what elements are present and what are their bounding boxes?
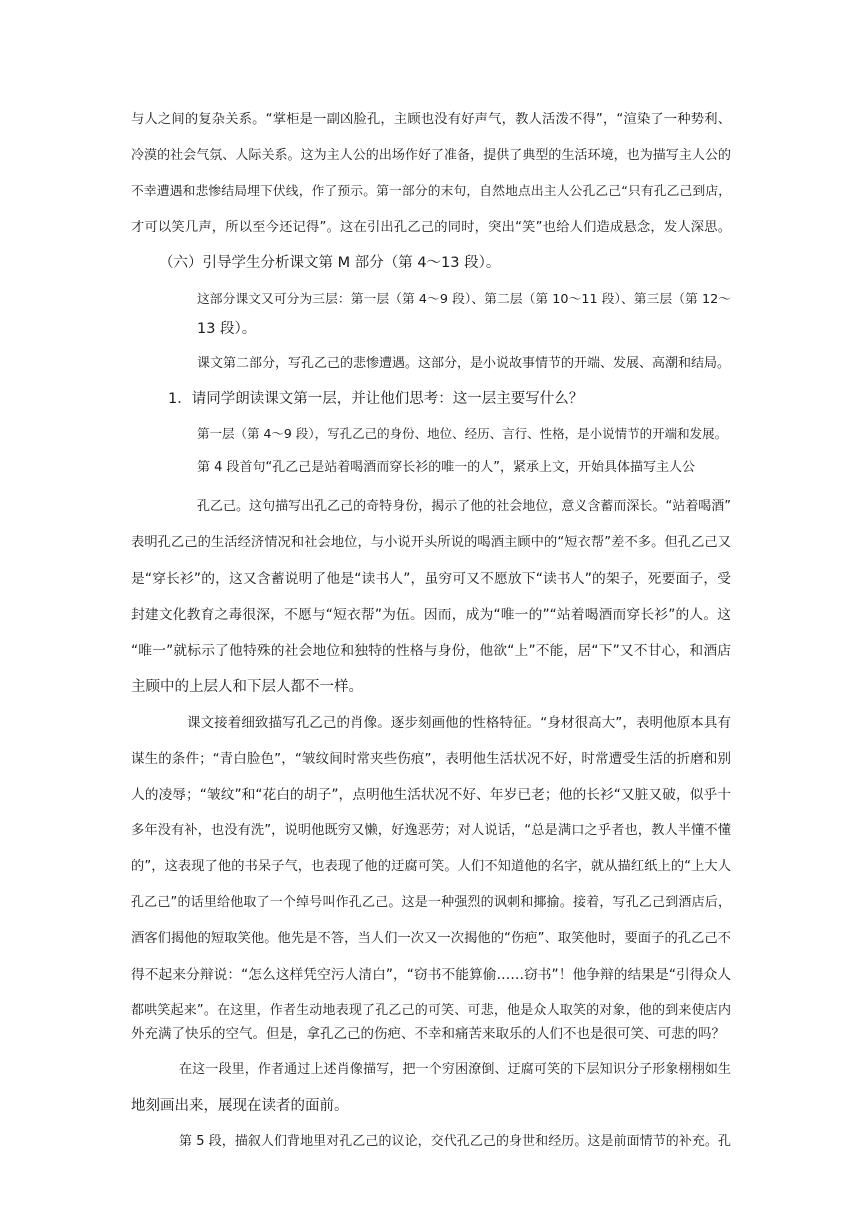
text-line: 是“穿长衫”的，这又含蓄说明了他是“读书人”，虽穷可又不愿放下“读书人”的架子，死要面子，受	[131, 571, 731, 587]
text-line: 孔乙己。这句描写出孔乙己的奇特身份，揭示了他的社会地位，意义含蓄而深长。“站着喝酒”	[197, 499, 731, 514]
text-line: 封建文化教育之毒很深，不愿与“短衣帮”为伍。因而，成为“唯一的”“站着喝酒而穿长衫”的人。这	[131, 607, 731, 623]
text-line: 酒客们揭他的短取笑他。他先是不答，当人们一次又一次揭他的“伤疤”、取笑他时，要面子的孔乙己不	[131, 931, 731, 946]
text-line: 不幸遭遇和悲惨结局埋下伏线，作了预示。第一部分的末句，自然地点出主人公孔乙己“只有孔乙己到店，	[131, 184, 731, 199]
text-line: 第一层（第 4～9 段），写孔乙己的身份、地位、经历、言行、性格，是小说情节的开端和发展。	[197, 426, 728, 441]
text-line: “唯一”就标示了他特殊的社会地位和独特的性格与身份，他欲“上”不能，居“下”又不甘心，和酒店	[131, 643, 731, 659]
text-line: 人的凌辱；“皱纹”和“花白的胡子”，点明他生活状况不好、年岁已老；他的长衫“又脏又破，似乎十	[131, 787, 731, 803]
text-line: 才可以笑几声，所以至今还记得”。这在引出孔乙己的同时，突出“笑”也给人们造成悬念，发人深思。	[131, 220, 731, 235]
text-line: 这部分课文又可分为三层：第一层（第 4～9 段）、第二层（第 10～11 段）、第三层（第 12～	[197, 292, 731, 307]
text-line: 课文接着细致描写孔乙己的肖像。逐步刻画他的性格特征。“身材很高大”，表明他原本具有	[187, 715, 731, 731]
text-line: 得不起来分辩说：“怎么这样凭空污人清白”，“窃书不能算偷……窃书”！他争辩的结果是“引得众人	[131, 967, 731, 983]
text-line: 第 5 段，描叙人们背地里对孔乙己的议论，交代孔乙己的身世和经历。这是前面情节的补充。孔	[179, 1134, 731, 1149]
section-heading: （六）引导学生分析课文第 M 部分（第 4～13 段）。	[159, 255, 501, 271]
text-line: 13 段）。	[197, 321, 257, 337]
text-line: 谋生的条件；“青白脸色”，“皱纹间时常夹些伤痕”，表明他生活状况不好，时常遭受生活的折磨和别	[131, 751, 731, 767]
text-line: 地刻画出来，展现在读者的面前。	[131, 1098, 349, 1114]
text-line: 第 4 段首句“孔乙己是站着喝酒而穿长衫的唯一的人”，紧承上文，开始具体描写主人公	[197, 460, 696, 475]
text-line: 主顾中的上层人和下层人都不一样。	[131, 679, 363, 695]
text-line: 外充满了快乐的空气。但是，拿孔乙己的伤疤、不幸和痛苦来取乐的人们不也是很可笑、可悲的吗？	[131, 1026, 725, 1042]
text-line: 课文第二部分，写孔乙己的悲惨遭遇。这部分，是小说故事情节的开端、发展、高潮和结局。	[197, 356, 731, 371]
text-line: 孔乙己”的话里给他取了一个绰号叫作孔乙己。这是一种强烈的讽刺和揶揄。接着，写孔乙己到酒店后，	[131, 895, 731, 910]
text-line: 在这一段里，作者通过上述肖像描写，把一个穷困潦倒、迂腐可笑的下层知识分子形象栩栩如生	[179, 1062, 731, 1077]
text-line: 冷漠的社会气氛、人际关系。这为主人公的出场作好了准备，提供了典型的生活环境，也为描写主人公的	[131, 148, 731, 163]
text-line: 与人之间的复杂关系。“掌柜是一副凶脸孔，主顾也没有好声气，教人活泼不得”，“渲染了一种势利、	[131, 112, 731, 127]
question-item: 1．请同学朗读课文第一层，并让他们思考：这一层主要写什么？	[168, 391, 584, 407]
text-line: 多年没有补，也没有洗”，说明他既穷又懒，好逸恶劳；对人说话，“总是满口之乎者也，教人半懂不懂	[131, 823, 731, 838]
text-line: 都哄笑起来”。在这里，作者生动地表现了孔乙己的可笑、可悲，他是众人取笑的对象，他的到来使店内	[131, 1003, 731, 1018]
text-line: 的”，这表现了他的书呆子气，也表现了他的迂腐可笑。人们不知道他的名字，就从描红纸上的“上大人	[131, 859, 731, 874]
text-line: 表明孔乙己的生活经济情况和社会地位，与小说开头所说的喝酒主顾中的“短衣帮”差不多。但孔乙己又	[131, 535, 731, 550]
